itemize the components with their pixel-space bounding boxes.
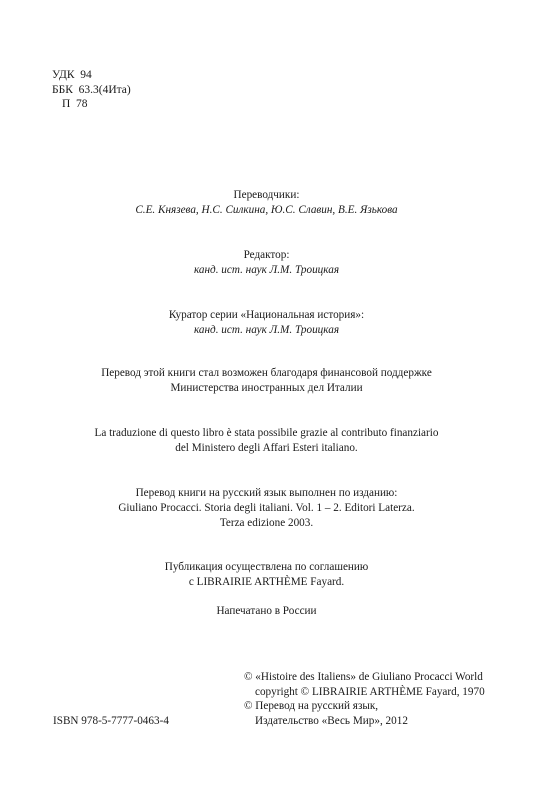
copyright-line3: © Перевод на русский язык, <box>244 700 379 712</box>
translators-label: Переводчики: <box>233 189 300 201</box>
source-edition-line1: Перевод книги на русский язык выполнен по изданию: <box>135 487 398 499</box>
printed-in-text: Напечатано в России <box>216 605 317 617</box>
support-it-line1: La traduzione di questo libro è stata possibile grazie al contributo finanziario <box>94 427 439 439</box>
copyright-block <box>244 670 485 728</box>
source-edition-line2: Giuliano Procacci. Storia degli italiani. Vol. 1 – 2. Editori Laterza. <box>118 502 415 514</box>
copyright-line4: Издательство «Весь Мир», 2012 <box>255 714 408 727</box>
udk-code: УДК 94 <box>52 69 92 81</box>
classification-codes <box>52 68 131 112</box>
editor-label: Редактор: <box>243 249 290 261</box>
isbn: ISBN 978-5-7777-0463-4 <box>53 715 169 727</box>
support-ru-line1: Перевод этой книги стал возможен благодаря финансовой поддержке <box>101 367 432 379</box>
support-ru-block <box>0 366 533 396</box>
author-mark: П 78 <box>62 98 88 110</box>
agreement-line2: с LIBRAIRIE ARTHÈME Fayard. <box>188 576 345 588</box>
printed-in-block <box>0 604 533 619</box>
support-ru-line2: Министерства иностранных дел Италии <box>170 382 363 394</box>
bbk-code: ББК 63.3(4Ита) <box>52 83 131 96</box>
series-curator-name: канд. ист. наук Л.М. Троицкая <box>193 324 340 336</box>
source-edition-block <box>0 486 533 531</box>
series-curator-label: Куратор серии «Национальная история»: <box>168 309 365 321</box>
editor-block <box>0 248 533 278</box>
translators-names: С.Е. Князева, Н.С. Силкина, Ю.С. Славин, В.Е. Язькова <box>135 204 398 216</box>
editor-name: канд. ист. наук Л.М. Троицкая <box>193 264 340 276</box>
source-edition-line3: Terza edizione 2003. <box>219 517 314 529</box>
copyright-line2: copyright © LIBRAIRIE ARTHÈME Fayard, 1970 <box>255 685 485 698</box>
agreement-block <box>0 560 533 590</box>
translators-block <box>0 188 533 218</box>
copyright-line1: © «Histoire des Italiens» de Giuliano Procacci World <box>244 671 483 683</box>
series-curator-block <box>0 308 533 338</box>
agreement-line1: Публикация осуществлена по соглашению <box>164 561 369 573</box>
support-it-block <box>0 426 533 456</box>
support-it-line2: del Ministero degli Affari Esteri italiano. <box>175 442 358 454</box>
